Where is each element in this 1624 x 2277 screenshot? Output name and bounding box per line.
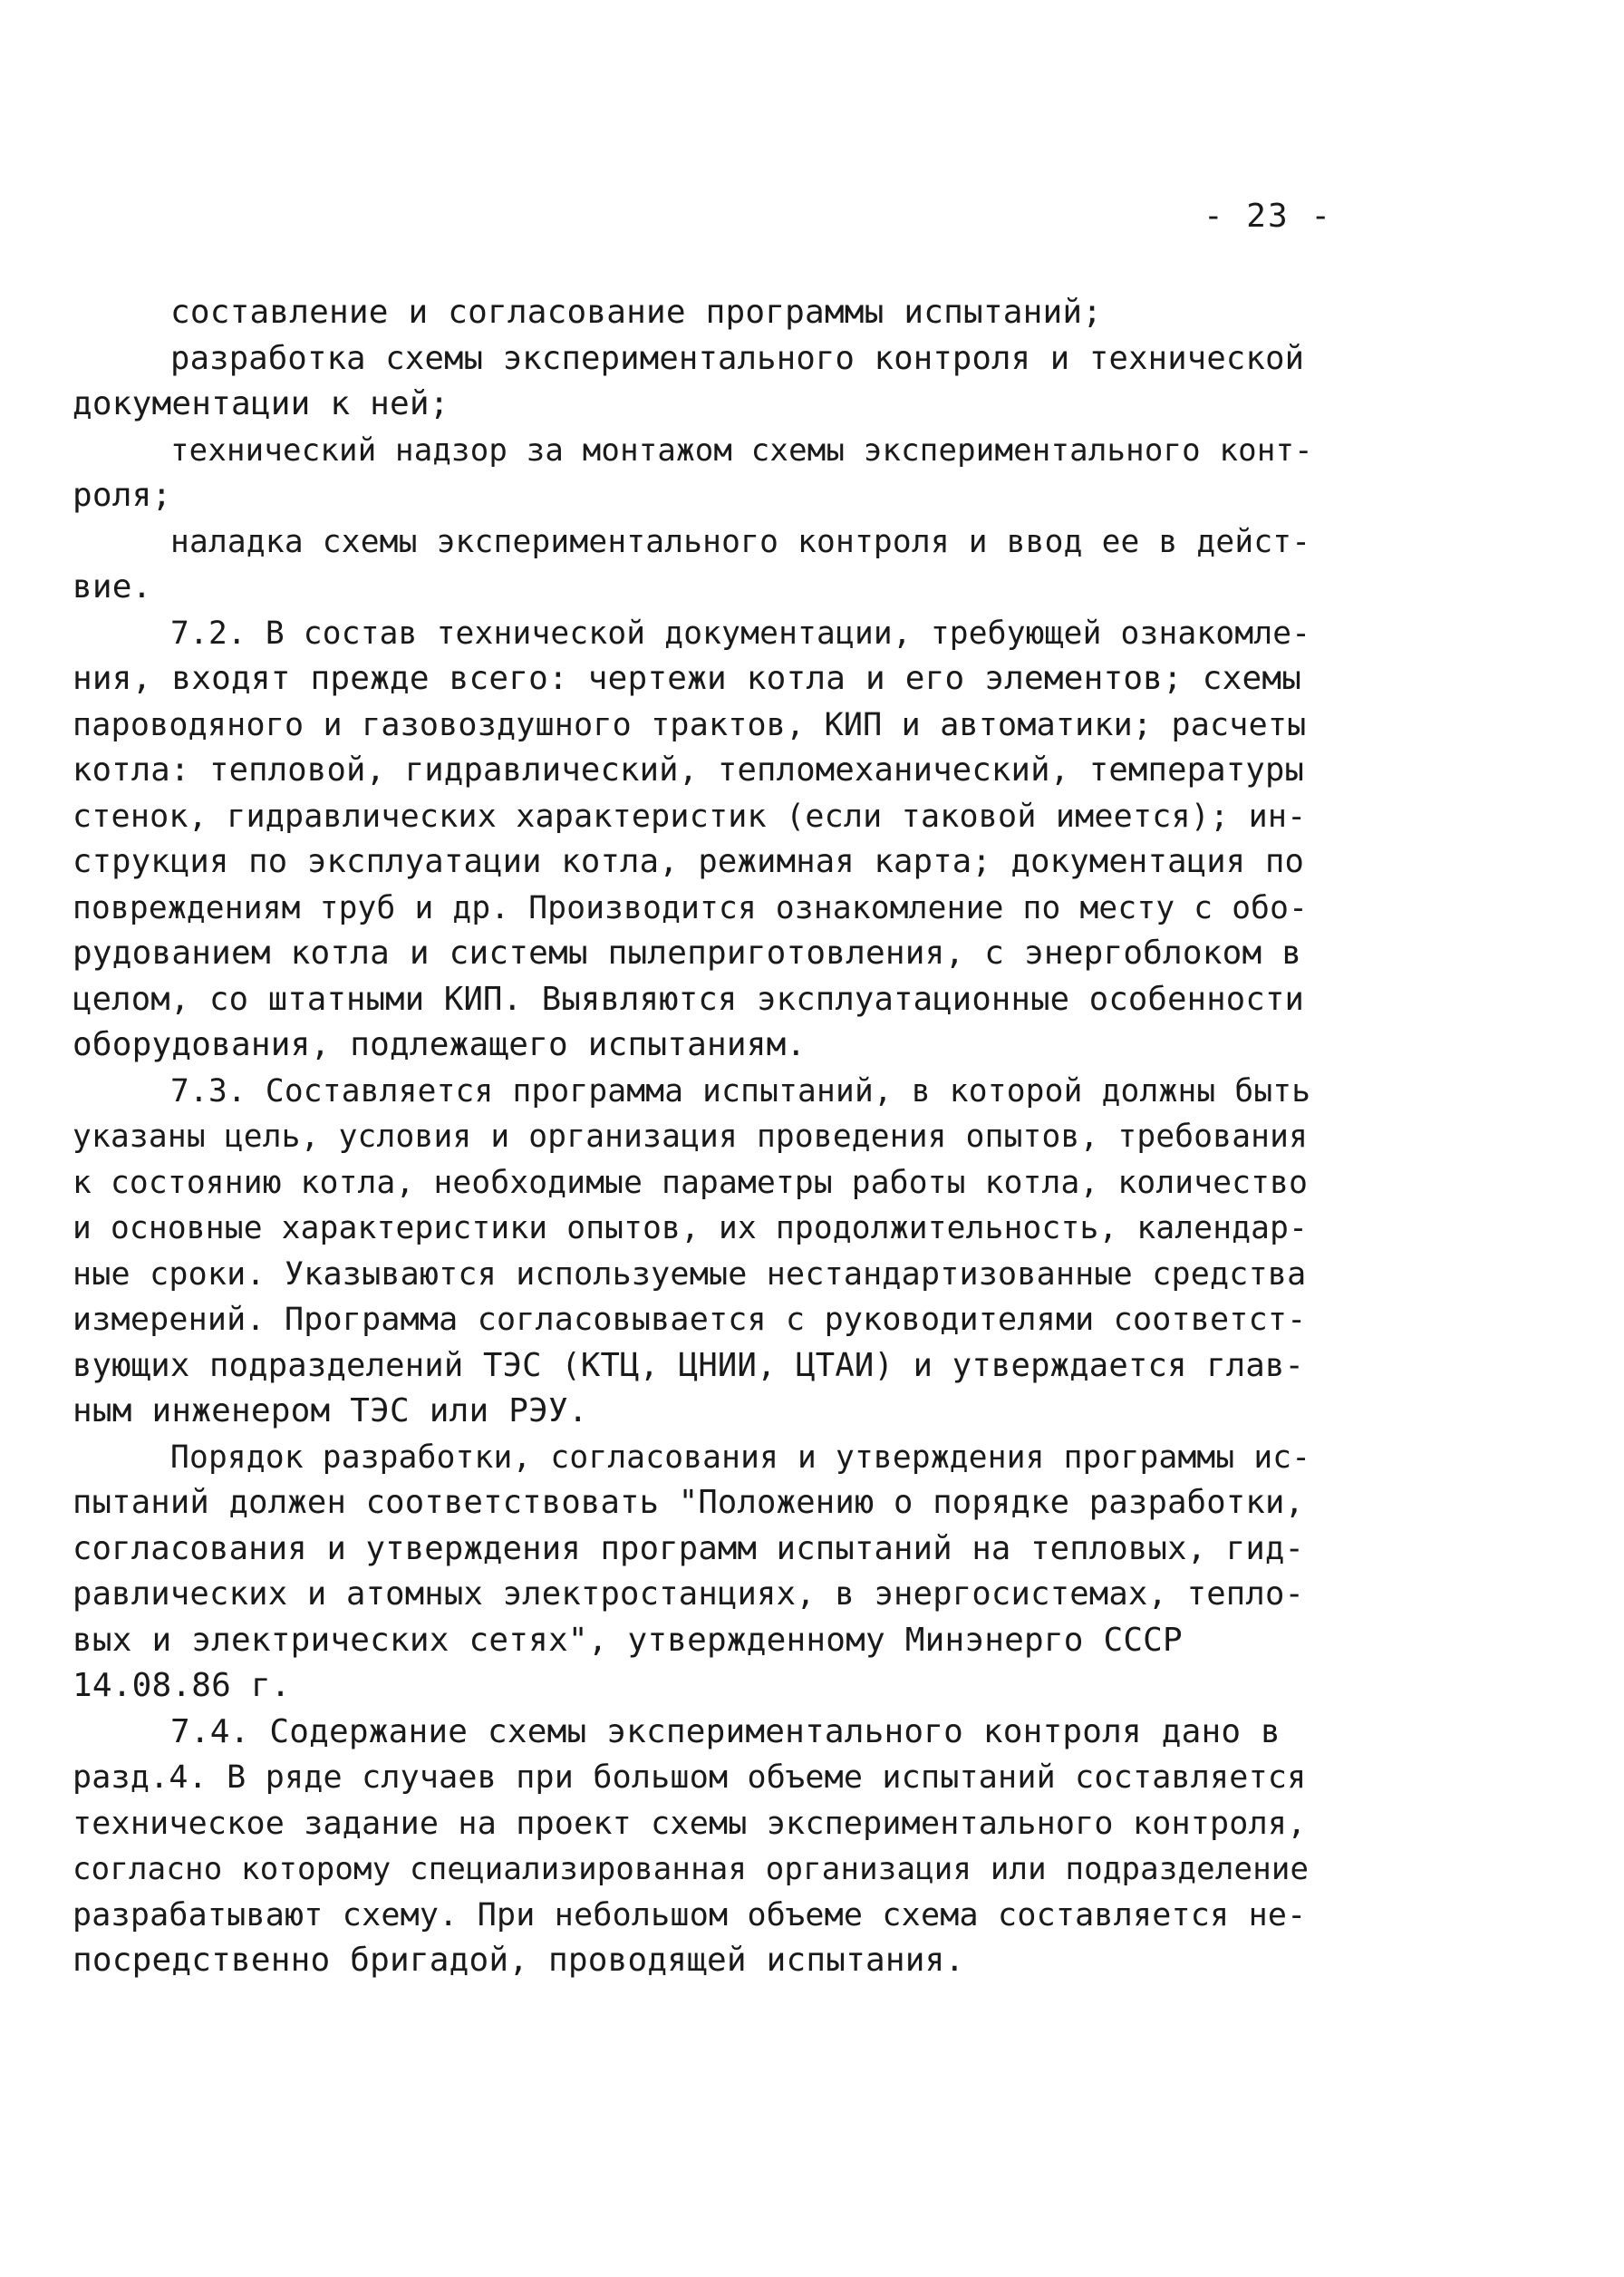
- page-number: - 23 -: [1203, 198, 1332, 235]
- text-line: Порядок разработки, согласования и утверждения программы ис-: [170, 1439, 1311, 1476]
- text-line: ным инженером ТЭС или РЭУ.: [72, 1392, 588, 1429]
- text-line: измерений. Программа согласовывается с руководителями соответст-: [72, 1302, 1307, 1338]
- text-line: котла: тепловой, гидравлический, тепломеханический, температуры: [72, 751, 1305, 789]
- text-line: роля;: [72, 477, 172, 514]
- text-line: разрабатывают схему. При небольшом объеме схема составляется не-: [72, 1896, 1307, 1933]
- text-line: рудованием котла и системы пылеприготовления, с энергоблоком в: [72, 935, 1302, 972]
- text-line: оборудования, подлежащего испытаниям.: [72, 1026, 807, 1063]
- text-line: пароводяного и газовоздушного трактов, КИП и автоматики; расчеты: [72, 706, 1307, 743]
- text-line: пытаний должен соответствовать "Положению о порядке разработки,: [72, 1484, 1305, 1521]
- text-line: посредственно бригадой, проводящей испытания.: [72, 1942, 965, 1979]
- text-line: разд.4. В ряде случаев при большом объеме испытаний составляется: [72, 1759, 1307, 1796]
- text-line: целом, со штатными КИП. Выявляются эксплуатационные особенности: [72, 980, 1305, 1018]
- text-line: вующих подразделений ТЭС (КТЦ, ЦНИИ, ЦТАИ) и утверждается глав-: [72, 1346, 1305, 1384]
- text-line: ния, входят прежде всего: чертежи котла и его элементов; схемы: [72, 660, 1302, 697]
- text-line: повреждениям труб и др. Производится ознакомление по месту с обо-: [72, 889, 1309, 926]
- text-line: к состоянию котла, необходимые параметры работы котла, количество: [72, 1164, 1309, 1201]
- text-line: техническое задание на проект схемы экспериментального контроля,: [72, 1805, 1307, 1842]
- text-line: 7.2. В состав технической документации, требующей ознакомле-: [170, 615, 1311, 652]
- text-line: вие.: [72, 568, 152, 606]
- body-text: [72, 290, 1314, 1984]
- text-line: ные сроки. Указываются используемые нестандартизованные средства: [72, 1255, 1307, 1293]
- text-line: 7.3. Составляется программа испытаний, в которой должны быть: [170, 1072, 1311, 1109]
- text-line: технический надзор за монтажом схемы экспериментального конт-: [170, 431, 1313, 469]
- text-line: согласно которому специализированная организация или подразделение: [72, 1851, 1310, 1887]
- text-line: наладка схемы экспериментального контроля и ввод ее в дейст-: [170, 523, 1311, 560]
- text-line: струкция по эксплуатации котла, режимная карта; документация по: [72, 843, 1305, 880]
- text-line: 14.08.86 г.: [72, 1667, 291, 1704]
- text-line: указаны цель, условия и организация проведения опытов, требования: [72, 1119, 1309, 1155]
- text-line: согласования и утверждения программ испытаний на тепловых, гид-: [72, 1529, 1305, 1567]
- text-line: 7.4. Содержание схемы экспериментального контроля дано в: [170, 1712, 1281, 1750]
- text-line: составление и согласование программы испытаний;: [170, 294, 1103, 331]
- text-line: стенок, гидравлических характеристик (если таковой имеется); ин-: [72, 798, 1307, 835]
- text-line: вых и электрических сетях", утвержденному Минэнерго СССР: [72, 1621, 1183, 1659]
- text-line: и основные характеристики опытов, их продолжительность, календар-: [72, 1210, 1309, 1246]
- text-line: документации к ней;: [72, 385, 450, 422]
- text-line: равлических и атомных электростанциях, в энергосистемах, тепло-: [72, 1575, 1305, 1613]
- text-line: разработка схемы экспериментального контроля и технической: [170, 339, 1305, 377]
